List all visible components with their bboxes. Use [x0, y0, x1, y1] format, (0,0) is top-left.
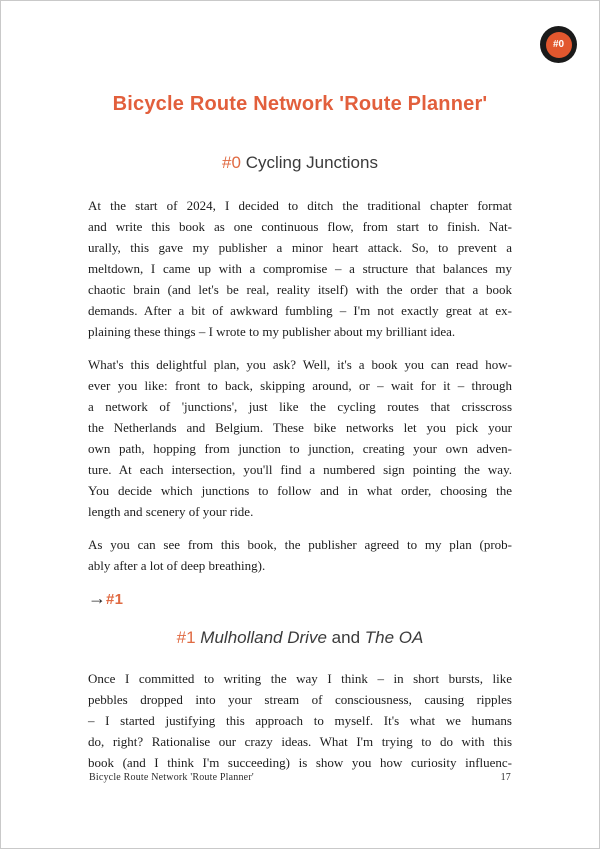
text-line: chaotic brain (and let's be real, reality itself) with the order that a book — [88, 282, 512, 297]
junction-target-label: #1 — [106, 591, 124, 608]
paragraph-3 — [88, 534, 512, 576]
running-title: Bicycle Route Network 'Route Planner' — [89, 772, 254, 783]
text-line: plaining these things – I wrote to my publisher about my brilliant idea. — [88, 324, 456, 339]
text-line: As you can see from this book, the publisher agreed to my plan (prob- — [88, 537, 512, 552]
text-line: – I started justifying this approach to myself. It's what we humans — [88, 713, 512, 728]
text-line: What's this delightful plan, you ask? Well, it's a book you can read how- — [88, 357, 512, 372]
page-footer — [89, 772, 511, 783]
text-line: book (and I think I'm succeeding) is show you how curiosity influenc- — [88, 755, 512, 770]
chapter-1-title-a: Mulholland Drive — [200, 628, 327, 647]
text-line: the Netherlands and Belgium. These bike networks let you pick your — [88, 420, 512, 435]
book-title: Bicycle Route Network 'Route Planner' — [112, 93, 488, 115]
text-line: ever you like: front to back, skipping around, or – wait for it – through — [88, 378, 512, 393]
chapter-1-connector: and — [331, 628, 361, 647]
paragraph-1 — [88, 195, 512, 342]
text-line: At the start of 2024, I decided to ditch the traditional chapter format — [88, 198, 512, 213]
page-number: 17 — [500, 772, 511, 783]
paragraph-4 — [88, 668, 512, 773]
text-line: You decide which junctions to follow and in what order, choosing the — [88, 483, 512, 498]
chapter-0-title: Cycling Junctions — [245, 153, 378, 172]
chapter-badge-label: #0 — [546, 32, 572, 58]
arrow-right-icon: → — [88, 588, 106, 608]
text-line: ture. At each intersection, you'll find a numbered sign pointing the way. — [88, 462, 512, 477]
text-line: Once I committed to writing the way I think – in short bursts, like — [88, 671, 512, 686]
text-line: a network of 'junctions', just like the cycling routes that crisscross — [88, 399, 512, 414]
body-text — [88, 195, 512, 773]
text-line: and write this book as one continuous flow, from start to finish. Nat- — [88, 219, 512, 234]
text-line: length and scenery of your ride. — [88, 504, 254, 519]
chapter-badge — [540, 26, 577, 63]
text-line: own path, hopping from junction to junction, creating your own adven- — [88, 441, 512, 456]
text-line: do, right? Rationalise our crazy ideas. What I'm trying to do with this — [88, 734, 512, 749]
chapter-0-heading — [1, 151, 599, 175]
text-line: urally, this gave my publisher a minor heart attack. So, to prevent a — [88, 240, 512, 255]
text-line: meltdown, I came up with a compromise – a structure that balances my — [88, 261, 512, 276]
text-line: ably after a lot of deep breathing). — [88, 558, 266, 573]
chapter-1-number: #1 — [176, 628, 196, 647]
junction-pointer[interactable] — [88, 588, 512, 612]
chapter-1-heading — [88, 626, 512, 650]
paragraph-2 — [88, 354, 512, 522]
chapter-1-title-b: The OA — [364, 628, 424, 647]
text-line: demands. After a bit of awkward fumbling – I'm not exactly great at ex- — [88, 303, 512, 318]
text-line: pebbles dropped into your stream of consciousness, causing ripples — [88, 692, 512, 707]
chapter-0-number: #0 — [222, 153, 241, 172]
